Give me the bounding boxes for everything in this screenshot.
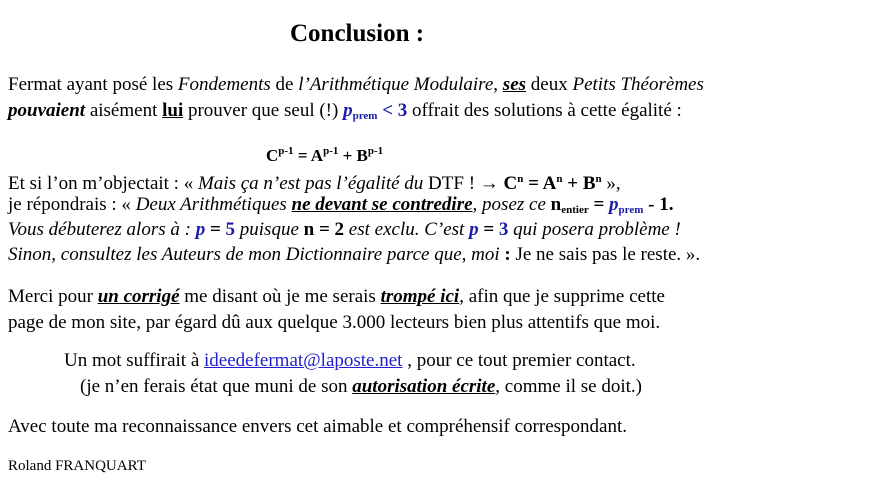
text: , afin que je supprime cette	[459, 286, 665, 307]
text: DTF ! →	[423, 173, 504, 194]
text-emphasis: ne devant se contredire	[291, 194, 473, 215]
page-title: Conclusion :	[290, 20, 425, 47]
value-3: 3	[498, 219, 509, 240]
text-emphasis: autorisation écrite	[352, 376, 496, 397]
subscript: entier	[561, 204, 589, 216]
exponent: n	[556, 173, 563, 185]
exponent: p-1	[367, 145, 384, 157]
text-italic: Vous débuterez alors à :	[8, 219, 196, 240]
condition: < 3	[377, 100, 408, 121]
equation	[266, 140, 383, 167]
text-italic: Deux Arithmétiques	[135, 194, 292, 215]
text-emphasis: ses	[502, 74, 527, 95]
text-italic: l’Arithmétique Modulaire	[298, 74, 494, 95]
objection-line-1	[8, 168, 621, 195]
text: prouver que seul (!)	[183, 100, 344, 121]
text-italic: puisque	[235, 219, 304, 240]
email-link[interactable]: ideedefermat@laposte.net	[204, 350, 403, 371]
text: »,	[601, 173, 621, 194]
text-italic: Mais ça n’est pas l’égalité du	[197, 173, 424, 194]
variable-p: p	[469, 219, 479, 240]
text-italic: Petits Théorèmes	[572, 74, 704, 95]
intro-line-2	[8, 100, 682, 127]
text: (je n’en ferais état que muni de son	[80, 376, 353, 397]
objection-line-3	[8, 219, 681, 241]
text-italic: Fondements	[177, 74, 271, 95]
text: Merci pour	[8, 286, 98, 307]
text-italic: qui posera problème !	[508, 219, 681, 240]
text: deux	[526, 74, 573, 95]
text: :	[504, 244, 511, 265]
text: je répondrais : «	[8, 194, 136, 215]
thanks-line-2: page de mon site, par égard dû aux quelque 3.000 lecteurs bien plus attentifs que moi.	[8, 312, 661, 333]
variable-p: p	[195, 219, 206, 240]
text-emphasis: lui	[162, 100, 184, 121]
eq-b: + B	[562, 173, 596, 194]
text: =	[478, 219, 499, 240]
exponent: p-1	[323, 145, 339, 157]
objection-line-4	[8, 244, 700, 266]
eq-b: + B	[338, 146, 368, 165]
eq-c: C	[266, 146, 279, 165]
exponent: n	[595, 173, 602, 185]
text: , pour ce tout premier contact.	[402, 350, 636, 371]
contact-line-1	[64, 350, 636, 372]
value-5: 5	[225, 219, 236, 240]
subscript: prem	[618, 204, 644, 216]
closing-line: Avec toute ma reconnaissance envers cet aimable et compréhensif correspondant.	[8, 416, 627, 437]
text: me disant où je me serais	[179, 286, 381, 307]
text-italic: Sinon, consultez les Auteurs de mon Dictionnaire parce que, moi	[8, 244, 505, 265]
variable-p: p	[343, 100, 353, 121]
text: offrait des solutions à cette égalité :	[407, 100, 682, 121]
signature: Roland FRANQUART	[8, 458, 146, 474]
text: Un mot suffirait à	[64, 350, 205, 371]
subscript: prem	[352, 110, 378, 122]
text: aisément	[85, 100, 163, 121]
eq-a: = A	[293, 146, 324, 165]
text: de	[270, 74, 299, 95]
text-italic: , posez ce	[472, 194, 551, 215]
objection-line-2	[8, 194, 673, 221]
text-italic: est exclu. C’est	[344, 219, 470, 240]
variable-n: n	[550, 194, 562, 215]
text-emphasis: trompé ici	[380, 286, 460, 307]
contact-line-2	[80, 376, 642, 398]
eq-a: = A	[523, 173, 557, 194]
text: ,	[493, 74, 503, 95]
text: Je ne sais pas le reste. ».	[510, 244, 701, 265]
exponent: p-1	[278, 145, 294, 157]
intro-line-1	[8, 74, 704, 96]
text-emphasis: un corrigé	[97, 286, 180, 307]
text: , comme il se doit.)	[495, 376, 642, 397]
text: =	[588, 194, 610, 215]
text: - 1.	[643, 194, 674, 215]
text: =	[205, 219, 226, 240]
text: Fermat ayant posé les	[8, 74, 178, 95]
text: Et si l’on m’objectait : «	[8, 173, 198, 194]
n-equals-2: n = 2	[303, 219, 345, 240]
variable-p: p	[609, 194, 619, 215]
thanks-line-1	[8, 286, 665, 308]
text-emphasis: pouvaient	[8, 100, 86, 121]
exponent: n	[517, 173, 524, 185]
eq-c: C	[503, 173, 518, 194]
